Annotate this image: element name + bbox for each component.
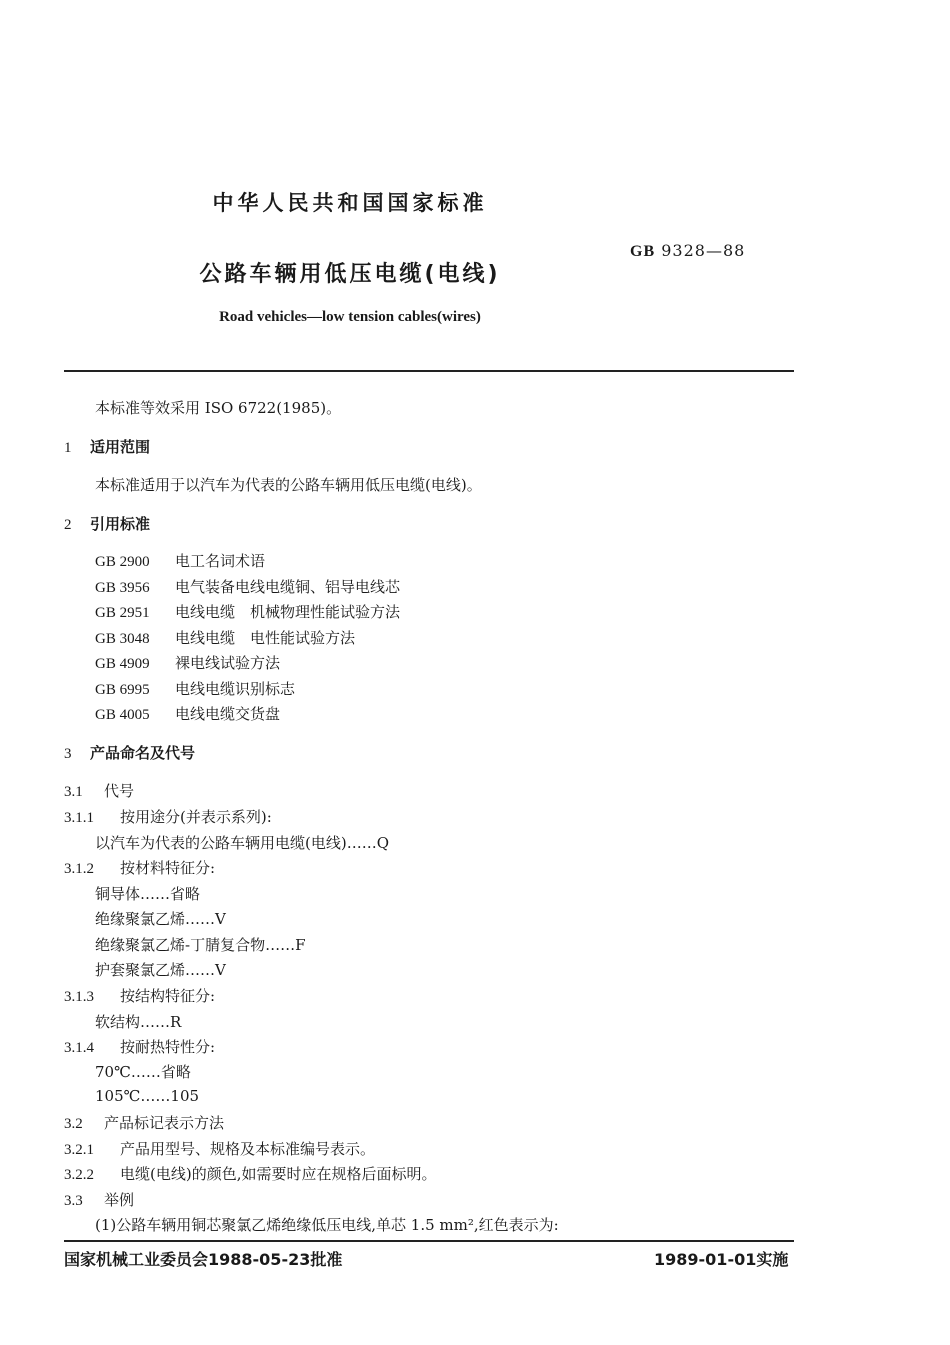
section-2-heading [64,513,150,534]
clause-3-1-1 [64,806,272,827]
clause-item: 软结构……R [95,1013,182,1031]
section-title: 引用标准 [90,515,151,533]
header-divider [64,370,794,372]
section-number: 1 [64,440,72,456]
reference-item [95,601,400,622]
clause-number: 3.1.3 [64,989,94,1005]
reference-title: 电线电缆交货盘 [175,705,281,723]
clause-text: 按结构特征分: [120,987,216,1005]
document-title-en: Road vehicles—low tension cables(wires) [219,309,481,325]
reference-item [95,627,355,648]
clause-text: 按耐热特性分: [120,1038,216,1056]
reference-title: 裸电线试验方法 [175,654,281,672]
reference-code: GB 2951 [95,605,150,621]
section-1-text: 本标准适用于以汽车为代表的公路车辆用低压电缆(电线)。 [95,476,482,494]
clause-item: 绝缘聚氯乙烯……V [95,910,226,928]
clause-number: 3.3 [64,1193,83,1209]
reference-code: GB 3048 [95,631,150,647]
implementation-line: 1989-01-01实施 [654,1250,789,1269]
reference-item [95,703,280,724]
clause-3-3 [64,1189,134,1210]
footer-divider [64,1240,794,1242]
clause-3-1-3 [64,985,215,1006]
reference-code: GB 6995 [95,682,150,698]
clause-text: 按用途分(并表示系列): [120,808,272,826]
clause-3-2 [64,1112,224,1133]
clause-text: 举例 [104,1191,135,1209]
clause-3-1-4 [64,1036,215,1057]
clause-text: 产品用型号、规格及本标准编号表示。 [120,1140,376,1158]
clause-item: 护套聚氯乙烯……V [95,961,226,979]
clause-item: 以汽车为代表的公路车辆用电缆(电线)……Q [95,834,390,852]
reference-title: 电气装备电线电缆铜、铝导电线芯 [175,578,401,596]
code-number: 9328—88 [661,241,746,260]
reference-title: 电线电缆识别标志 [175,680,296,698]
reference-item [95,678,295,699]
reference-title: 电工名词术语 [175,552,266,570]
reference-title: 电线电缆 机械物理性能试验方法 [175,603,401,621]
clause-number: 3.1.1 [64,810,94,826]
code-prefix: GB [630,243,656,260]
document-title-cn: 公路车辆用低压电缆(电线) [199,262,501,287]
example-text: (1)公路车辆用铜芯聚氯乙烯绝缘低压电线,单芯 1.5 mm²,红色表示为: [95,1216,559,1234]
clause-number: 3.2 [64,1116,83,1132]
section-title: 适用范围 [90,438,151,456]
approval-line: 国家机械工业委员会1988-05-23批准 [64,1250,343,1269]
reference-code: GB 2900 [95,554,150,570]
clause-3-2-2 [64,1163,436,1184]
clause-text: 按材料特征分: [120,859,216,877]
clause-text: 电缆(电线)的颜色,如需要时应在规格后面标明。 [120,1165,437,1183]
section-1-heading [64,436,150,457]
reference-item [95,652,280,673]
section-title: 产品命名及代号 [90,744,196,762]
intro-paragraph: 本标准等效采用 ISO 6722(1985)。 [95,399,342,417]
section-number: 2 [64,517,72,533]
clause-3-1 [64,780,134,801]
section-3-heading [64,742,195,763]
clause-item: 105℃……105 [95,1087,200,1105]
clause-item: 铜导体……省略 [95,885,201,903]
clause-number: 3.2.2 [64,1167,94,1183]
clause-3-2-1 [64,1138,375,1159]
reference-code: GB 3956 [95,580,150,596]
reference-item [95,576,400,597]
reference-item [95,550,265,571]
clause-number: 3.1.4 [64,1040,94,1056]
clause-text: 产品标记表示方法 [104,1114,225,1132]
clause-text: 代号 [104,782,135,800]
reference-code: GB 4909 [95,656,150,672]
reference-code: GB 4005 [95,707,150,723]
section-number: 3 [64,746,72,762]
clause-number: 3.1.2 [64,861,94,877]
clause-3-1-2 [64,857,215,878]
clause-number: 3.1 [64,784,83,800]
national-standard-heading: 中华人民共和国国家标准 [212,191,488,215]
clause-number: 3.2.1 [64,1142,94,1158]
reference-title: 电线电缆 电性能试验方法 [175,629,356,647]
clause-item: 70℃……省略 [95,1063,191,1081]
clause-item: 绝缘聚氯乙烯-丁腈复合物……F [95,936,306,954]
